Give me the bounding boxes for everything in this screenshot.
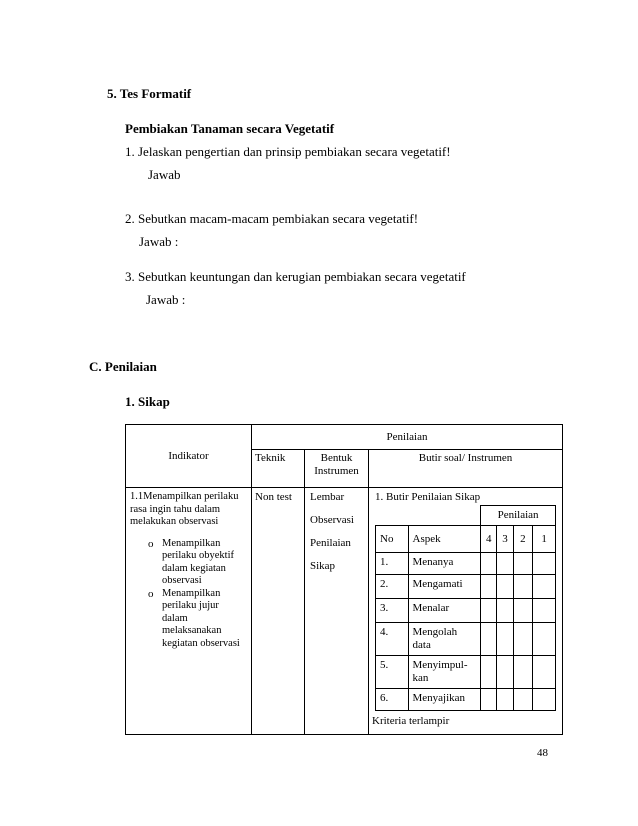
score-cell[interactable] [481,689,497,711]
question-2: 2. Sebutkan macam-macam pembiakan secara vegetatif! [125,211,419,226]
score-cell[interactable] [533,553,556,575]
score-cell[interactable] [533,599,556,623]
table-row [376,599,556,623]
row-aspek: Menyimpul-kan [408,656,481,689]
header-teknik: Teknik [252,450,305,488]
score-cell[interactable] [513,623,533,656]
score-cell[interactable] [513,656,533,689]
score-cell[interactable] [497,689,513,711]
score-cell[interactable] [497,623,513,656]
page-number: 48 [537,747,548,759]
score-cell[interactable] [481,553,497,575]
bentuk-line: Observasi [310,514,354,526]
score-cell[interactable] [513,599,533,623]
table-row [376,689,556,711]
question-3: 3. Sebutkan keuntungan dan kerugian pembiakan secara vegetatif [125,269,466,284]
row-aspek: Menyajikan [408,689,481,711]
header-butir-soal: Butir soal/ Instrumen [369,450,563,488]
score-header: 1 [533,526,556,553]
table-row [376,623,556,656]
score-cell[interactable] [497,599,513,623]
inner-penilaian-header: Penilaian [481,506,556,526]
scoring-table [375,505,556,711]
score-header: 4 [481,526,497,553]
score-cell[interactable] [533,689,556,711]
score-cell[interactable] [497,575,513,599]
section-heading-tes-formatif: 5. Tes Formatif [107,86,192,101]
row-no: 2. [376,575,409,599]
table-row [376,575,556,599]
header-bentuk-instrumen: Bentuk Instrumen [305,450,369,488]
subheading-pembiakan: Pembiakan Tanaman secara Vegetatif [125,121,335,136]
indikator-bullet-item: o Menampilkan perilaku jujur dalam melaksanakan kegiatan observasi [148,588,246,651]
row-aspek: Menanya [408,553,481,575]
row-aspek: Mengamati [408,575,481,599]
score-header: 2 [513,526,533,553]
row-no: 3. [376,599,409,623]
table-row [376,656,556,689]
score-cell[interactable] [533,575,556,599]
indikator-bullet-list [148,538,246,651]
indikator-main-text: 1.1Menampilkan perilaku rasa ingin tahu dalam melakukan observasi [130,491,239,527]
score-cell[interactable] [481,599,497,623]
score-cell[interactable] [481,623,497,656]
score-cell[interactable] [481,656,497,689]
row-no: 4. [376,623,409,656]
bentuk-cell [305,488,369,735]
score-cell[interactable] [533,623,556,656]
row-aspek: Mengolah data [408,623,481,656]
table-row [376,553,556,575]
butir-title: 1. Butir Penilaian Sikap [375,491,481,503]
section-heading-penilaian: C. Penilaian [89,359,157,374]
question-1: 1. Jelaskan pengertian dan prinsip pembiakan secara vegetatif! [125,144,451,159]
col-aspek-header: Aspek [408,526,481,553]
score-header: 3 [497,526,513,553]
indikator-cell [126,488,252,735]
score-cell[interactable] [513,575,533,599]
empty-corner [376,506,481,526]
score-cell[interactable] [513,689,533,711]
answer-2-label: Jawab : [139,234,179,249]
header-penilaian: Penilaian [252,425,563,450]
bentuk-line: Lembar [310,491,345,503]
answer-1-label: Jawab [148,167,181,182]
row-no: 5. [376,656,409,689]
bentuk-line: Penilaian [310,537,351,549]
indikator-bullet-item: o Menampilkan perilaku obyektif dalam kegiatan observasi [148,538,246,588]
subheading-sikap: 1. Sikap [125,394,170,409]
answer-3-label: Jawab : [146,292,186,307]
kriteria-text: Kriteria terlampir [372,715,450,727]
score-cell[interactable] [497,656,513,689]
row-aspek: Menalar [408,599,481,623]
bentuk-line: Sikap [310,560,336,572]
row-no: 6. [376,689,409,711]
col-no-header: No [376,526,409,553]
score-cell[interactable] [481,575,497,599]
score-cell[interactable] [497,553,513,575]
score-cell[interactable] [533,656,556,689]
teknik-cell: Non test [252,488,305,735]
score-cell[interactable] [513,553,533,575]
row-no: 1. [376,553,409,575]
header-indikator: Indikator [126,425,252,488]
